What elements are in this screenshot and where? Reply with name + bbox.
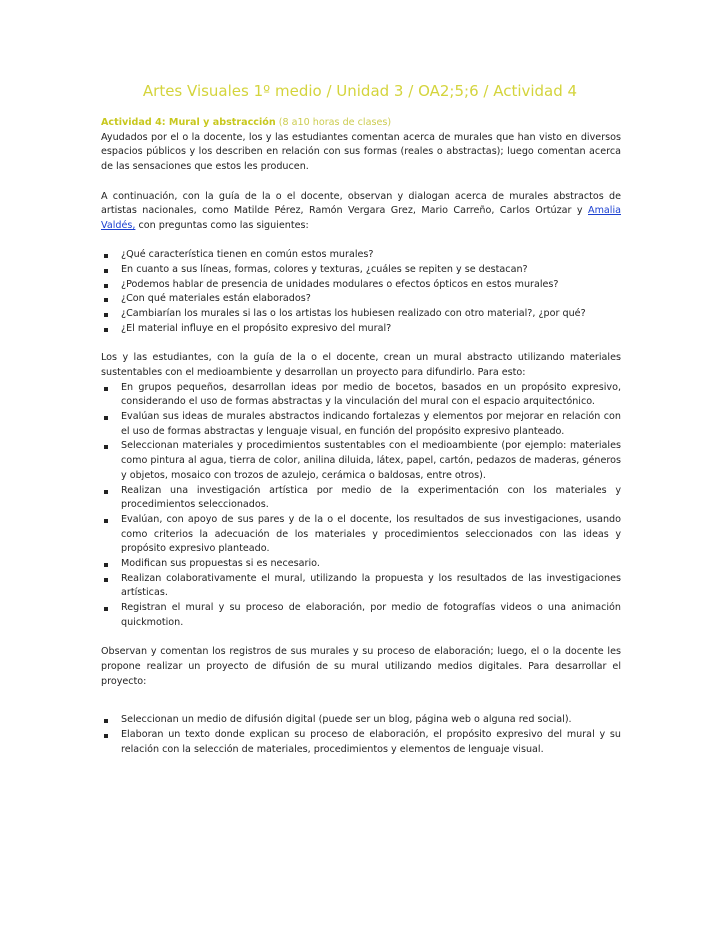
list-item: En cuanto a sus líneas, formas, colores y texturas, ¿cuáles se repiten y se destacan?: [101, 263, 621, 278]
intro-paragraph: Ayudados por el o la docente, los y las estudiantes comentan acerca de murales que han visto en diversos espacios públicos y los describen en relación con sus formas (reales o abstractas); luego comentan acerca de las sensaciones que estos les producen.: [101, 131, 621, 173]
steps-list: [101, 381, 621, 631]
artists-paragraph: [101, 190, 621, 234]
page-title: Artes Visuales 1º medio / Unidad 3 / OA2;5;6 / Actividad 4: [142, 82, 578, 100]
diffusion-paragraph: Observan y comentan los registros de sus murales y su proceso de elaboración; luego, el o la docente les propone realizar un proyecto de difusión de su mural utilizando medios digitales. Para desarrollar el proyecto:: [101, 646, 621, 687]
questions-list: [101, 248, 621, 336]
list-item: ¿Con qué materiales están elaborados?: [101, 292, 621, 307]
list-item: Evalúan sus ideas de murales abstractos indicando fortalezas y elementos por mejorar en relación con el uso de formas abstractas y lenguaje visual, en función del propósito expresivo planteado.: [101, 410, 621, 439]
activity-hours: (8 a10 horas de clases): [278, 117, 392, 128]
activity-heading: [101, 116, 621, 131]
list-item: Seleccionan materiales y procedimientos sustentables con el medioambiente (por ejemplo: materiales como pintura al agua, tierra de color, anilina diluida, látex, papel, cartón, pedazos de maderas, géneros y objetos, mosaico con trozos de azulejo, cerámica o baldosas, entre otros).: [101, 439, 621, 483]
list-item: ¿El material influye en el propósito expresivo del mural?: [101, 322, 621, 337]
list-item: ¿Qué característica tienen en común estos murales?: [101, 248, 621, 263]
artists-text: A continuación, con la guía de la o el docente, observan y dialogan acerca de murales abstractos de artistas nacionales, como Matilde Pérez, Ramón Vergara Grez, Mario Carreño, Carlos Ortúzar y: [101, 190, 621, 217]
list-item: Realizan una investigación artística por medio de la experimentación con los materiales y procedimientos seleccionados.: [101, 484, 621, 513]
list-item: Seleccionan un medio de difusión digital (puede ser un blog, página web o alguna red social).: [101, 713, 621, 728]
list-item: En grupos pequeños, desarrollan ideas por medio de bocetos, basados en un propósito expresivo, considerando el uso de formas abstractas y la vinculación del mural con el espacio arquitectónico.: [101, 381, 621, 410]
list-item: ¿Podemos hablar de presencia de unidades modulares o efectos ópticos en estos murales?: [101, 278, 621, 293]
project-steps-list: [101, 713, 621, 757]
list-item: Modifican sus propuestas si es necesario.: [101, 557, 621, 572]
artist-link-amalia-valdes[interactable]: Amalia Valdés,: [101, 205, 621, 231]
activity-title: Actividad 4: Mural y abstracción: [101, 117, 276, 128]
list-item: Realizan colaborativamente el mural, utilizando la propuesta y los resultados de las investigaciones artísticas.: [101, 572, 621, 601]
artists-text-end: con preguntas como las siguientes:: [135, 219, 309, 231]
mural-paragraph: Los y las estudiantes, con la guía de la o el docente, crean un mural abstracto utilizando materiales sustentables con el medioambiente y desarrollan un proyecto para difundirlo. Para esto:: [101, 352, 621, 378]
list-item: Elaboran un texto donde explican su proceso de elaboración, el propósito expresivo del mural y su relación con la selección de materiales, procedimientos y elementos de lenguaje visual.: [101, 728, 621, 757]
activity-content: [101, 116, 621, 757]
list-item: Registran el mural y su proceso de elaboración, por medio de fotografías videos o una animación quickmotion.: [101, 601, 621, 630]
list-item: ¿Cambiarían los murales si las o los artistas los hubiesen realizado con otro material?, ¿por qué?: [101, 307, 621, 322]
list-item: Evalúan, con apoyo de sus pares y de la o el docente, los resultados de sus investigaciones, usando como criterios la adecuación de los materiales y procedimientos seleccionados con las ideas y propósito expresivo planteado.: [101, 513, 621, 557]
